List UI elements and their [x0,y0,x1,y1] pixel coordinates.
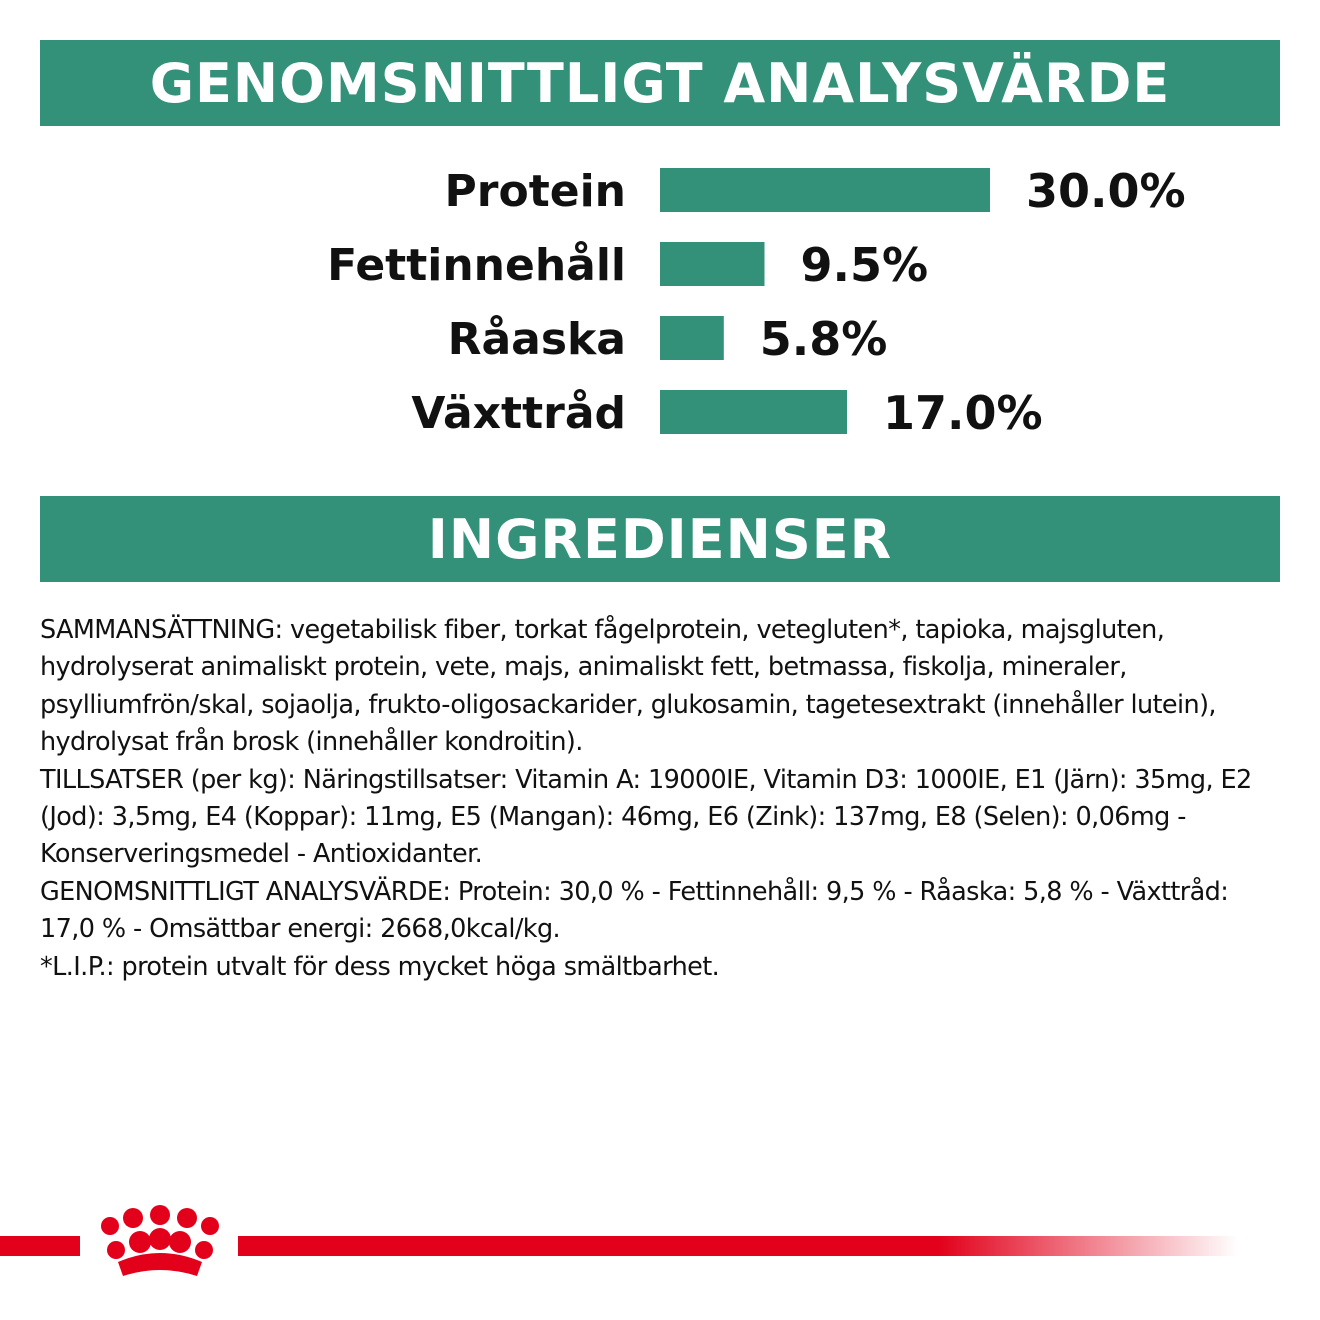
brand-footer [0,1196,1320,1286]
bar-category-label: Växttråd [411,388,626,439]
ingredients-text-block [40,612,1285,986]
bar [660,390,847,434]
footer-line-right [238,1236,1238,1256]
bar-value-label: 5.8% [759,312,888,366]
crown-icon [101,1205,219,1276]
nutrient-bar-chart [0,150,1320,450]
bar-category-label: Protein [444,166,626,217]
additives-paragraph: TILLSATSER (per kg): Näringstillsatser: Vitamin A: 19000IE, Vitamin D3: 1000IE, E1 (Järn): 35mg, E2 (Jod): 3,5mg, E4 (Koppar): 11mg, E5 (Mangan): 46mg, E6 (Zink): 137mg, E8 (Selen): 0,06mg - Konserveringsmedel - Antioxidanter. [40,764,1252,870]
bar [660,242,765,286]
bar [660,316,724,360]
bar-value-label: 9.5% [800,238,929,292]
ingredients-heading-text: INGREDIENSER [427,507,893,571]
bar-value-label: 17.0% [883,386,1043,440]
ingredients-heading [40,496,1280,582]
bar [660,168,990,212]
analysis-heading [40,40,1280,126]
bar-category-label: Fettinnehåll [327,240,626,291]
analysis-heading-text: GENOMSNITTLIGT ANALYSVÄRDE [149,51,1171,115]
footer-line-left [0,1236,80,1256]
footnote-paragraph: *L.I.P.: protein utvalt för dess mycket höga smältbarhet. [40,951,720,982]
analysis-paragraph: GENOMSNITTLIGT ANALYSVÄRDE: Protein: 30,0 % - Fettinnehåll: 9,5 % - Råaska: 5,8 % - Växttråd: 17,0 % - Omsättbar energi: 2668,0kcal/kg. [40,876,1229,945]
bar-value-label: 30.0% [1026,164,1186,218]
bar-category-label: Råaska [447,314,626,365]
composition-paragraph: SAMMANSÄTTNING: vegetabilisk fiber, torkat fågelprotein, vetegluten*, tapioka, majsgluten, hydrolyserat animaliskt protein, vete, majs, animaliskt fett, betmassa, fiskolja, mineraler, psylliumfrön/skal, sojaolja, frukto-oligosackarider, glukosamin, tagetesextrakt (innehåller lutein), hydrolysat från brosk (innehåller kondroitin). [40,615,1216,758]
